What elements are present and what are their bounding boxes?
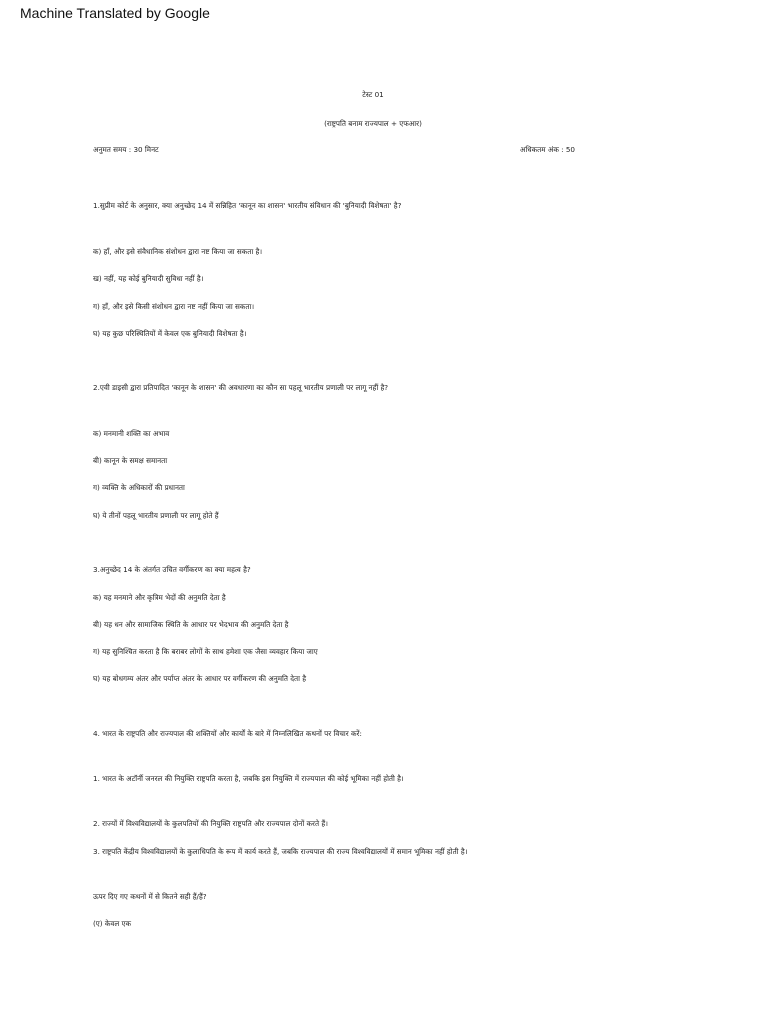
time-allowed: अनुमत समय : 30 मिनट — [93, 145, 159, 154]
max-marks: अधिकतम अंक : 50 — [519, 145, 575, 154]
q2-option-a: क) मनमानी शक्ति का अभाव — [93, 429, 170, 438]
q4-prompt: ऊपर दिए गए कथनों में से कितने सही हैं/हैं? — [93, 892, 207, 901]
translation-banner: Machine Translated by Google — [20, 5, 210, 21]
test-subtitle: (राष्ट्रपति बनाम राज्यपाल + एफआर) — [324, 119, 422, 128]
q4-statement-3: 3. राष्ट्रपति केंद्रीय विश्वविद्यालयों के कुलाधिपति के रूप में कार्य करते हैं, जबकि राज्यपाल की राज्य विश्वविद्यालयों में समान भूमिका नहीं होती है। — [93, 847, 468, 856]
q2-option-d: घ) ये तीनों पहलू भारतीय प्रणाली पर लागू होते हैं — [93, 511, 219, 520]
q3-option-a: क) यह मनमाने और कृत्रिम भेदों की अनुमति देता है — [93, 593, 226, 602]
test-title: टेस्ट 01 — [362, 90, 384, 99]
q3-option-c: ग) यह सुनिश्चित करता है कि बराबर लोगों के साथ हमेशा एक जैसा व्यवहार किया जाए — [93, 647, 318, 656]
question-2: 2.एवी डाइसी द्वारा प्रतिपादित 'कानून के शासन' की अवधारणा का कौन सा पहलू भारतीय प्रणाली पर लागू नहीं है? — [93, 383, 389, 392]
question-4: 4. भारत के राष्ट्रपति और राज्यपाल की शक्तियों और कार्यों के बारे में निम्नलिखित कथनों पर विचार करें: — [93, 729, 362, 738]
q4-option-a: (ए) केवल एक — [93, 919, 132, 928]
q4-statement-1: 1. भारत के अटॉर्नी जनरल की नियुक्ति राष्ट्रपति करता है, जबकि इस नियुक्ति में राज्यपाल की कोई भूमिका नहीं होती है। — [93, 774, 404, 783]
q1-option-c: ग) हाँ, और इसे किसी संशोधन द्वारा नष्ट नहीं किया जा सकता। — [93, 302, 255, 311]
q1-option-b: ख) नहीं, यह कोई बुनियादी सुविधा नहीं है। — [93, 274, 204, 283]
q4-statement-2: 2. राज्यों में विश्वविद्यालयों के कुलपतियों की नियुक्ति राष्ट्रपति और राज्यपाल दोनों करते हैं। — [93, 819, 328, 828]
q2-option-b: बी) कानून के समक्ष समानता — [93, 456, 168, 465]
q1-option-d: घ) यह कुछ परिस्थितियों में केवल एक बुनियादी विशेषता है। — [93, 329, 247, 338]
q2-option-c: ग) व्यक्ति के अधिकारों की प्रधानता — [93, 483, 185, 492]
question-3: 3.अनुच्छेद 14 के अंतर्गत उचित वर्गीकरण का क्या महत्व है? — [93, 565, 251, 574]
question-1: 1.सुप्रीम कोर्ट के अनुसार, क्या अनुच्छेद 14 में सन्निहित 'कानून का शासन' भारतीय संविधान की 'बुनियादी विशेषता' है? — [93, 201, 402, 210]
q3-option-d: घ) यह बोधगम्य अंतर और पर्याप्त अंतर के आधार पर वर्गीकरण की अनुमति देता है — [93, 674, 307, 683]
q3-option-b: बी) यह धन और सामाजिक स्थिति के आधार पर भेदभाव की अनुमति देता है — [93, 620, 289, 629]
q1-option-a: क) हाँ, और इसे संवैधानिक संशोधन द्वारा नष्ट किया जा सकता है। — [93, 247, 263, 256]
